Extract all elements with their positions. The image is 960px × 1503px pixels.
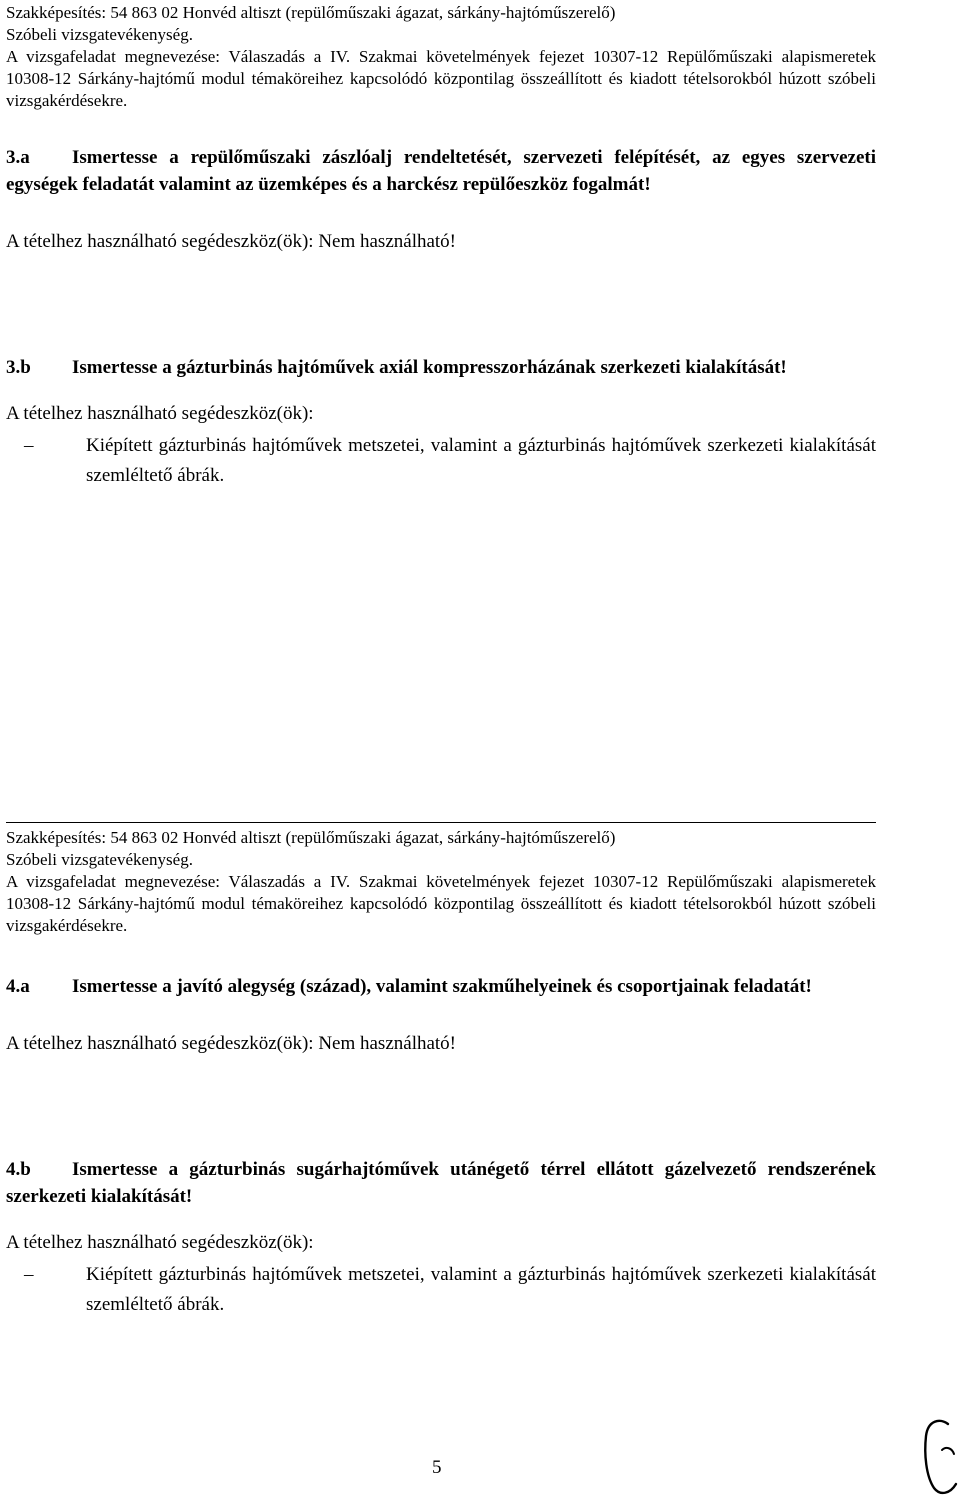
page-header-repeat [6,827,876,937]
list-dash-icon: – [24,1264,34,1285]
question-3b-aid: A tételhez használható segédeszköz(ök): [6,403,314,424]
header-line-3: A vizsgafeladat megnevezése: Válaszadás a IV. Szakmai követelmények fejezet 10307-12 Repülőműszaki alapismeretek 10308-12 Sárkány-hajtómű modul témaköreihez kapcsolódó központilag összeállított és kiadott tételsorokból húzott szóbeli vizsgakérdésekre. [6,47,876,110]
question-3a-text: Ismertesse a repülőműszaki zászlóalj rendeltetését, szervezeti felépítését, az egyes szervezeti egységek feladatát valamint az üzemképes és a harckész repülőeszköz fogalmát! [6,147,876,195]
header-repeat-line-3: A vizsgafeladat megnevezése: Válaszadás a IV. Szakmai követelmények fejezet 10307-12 Repülőműszaki alapismeretek 10308-12 Sárkány-hajtómű modul témaköreihez kapcsolódó központilag összeállított és kiadott tételsorokból húzott szóbeli vizsgakérdésekre. [6,872,876,935]
question-4a-aid: A tételhez használható segédeszköz(ök): Nem használható! [6,1033,457,1054]
question-3b-number: 3.b [6,357,31,378]
question-4b-aid: A tételhez használható segédeszköz(ök): [6,1232,314,1253]
header-repeat-line-2: Szóbeli vizsgatevékenység. [6,850,193,869]
question-3b-text: Ismertesse a gázturbinás hajtóművek axiál kompresszorházának szerkezeti kialakítását! [72,357,787,378]
list-dash-icon: – [24,435,34,456]
question-3b-title [6,354,876,381]
header-repeat-line-1: Szakképesítés: 54 863 02 Honvéd altiszt (repülőműszaki ágazat, sárkány-hajtóműszerelő) [6,828,616,847]
question-4a-title [6,973,876,1000]
page-number: 5 [432,1457,442,1478]
header-separator-line [6,822,876,823]
question-4a-text: Ismertesse a javító alegység (század), valamint szakműhelyeinek és csoportjainak feladatát! [72,976,812,997]
question-3a-number: 3.a [6,147,30,168]
question-3b-aid-list [6,431,876,491]
handwritten-signature [912,1410,960,1500]
question-3b-aid-item-text: Kiépített gázturbinás hajtóművek metszetei, valamint a gázturbinás hajtóművek szerkezeti kialakítását szemléltető ábrák. [86,435,876,486]
question-4a [6,973,876,1057]
question-3a-aid: A tételhez használható segédeszköz(ök): Nem használható! [6,231,457,252]
question-4b-number: 4.b [6,1159,31,1180]
header-line-1: Szakképesítés: 54 863 02 Honvéd altiszt (repülőműszaki ágazat, sárkány-hajtóműszerelő) [6,3,616,22]
question-4b-aid-item-text: Kiépített gázturbinás hajtóművek metszetei, valamint a gázturbinás hajtóművek szerkezeti kialakítását szemléltető ábrák. [86,1264,876,1315]
header-line-2: Szóbeli vizsgatevékenység. [6,25,193,44]
question-4b [6,1156,876,1320]
question-4b-text: Ismertesse a gázturbinás sugárhajtóművek utánégető térrel ellátott gázelvezető rendszerének szerkezeti kialakítását! [6,1159,876,1207]
question-4a-number: 4.a [6,976,30,997]
question-4b-aid-item [6,1260,876,1320]
page-header [6,2,876,112]
question-4b-title [6,1156,876,1210]
question-4b-aid-list [6,1260,876,1320]
question-3b [6,354,876,491]
question-3a [6,144,876,255]
question-3b-aid-item [6,431,876,491]
question-3a-title [6,144,876,198]
